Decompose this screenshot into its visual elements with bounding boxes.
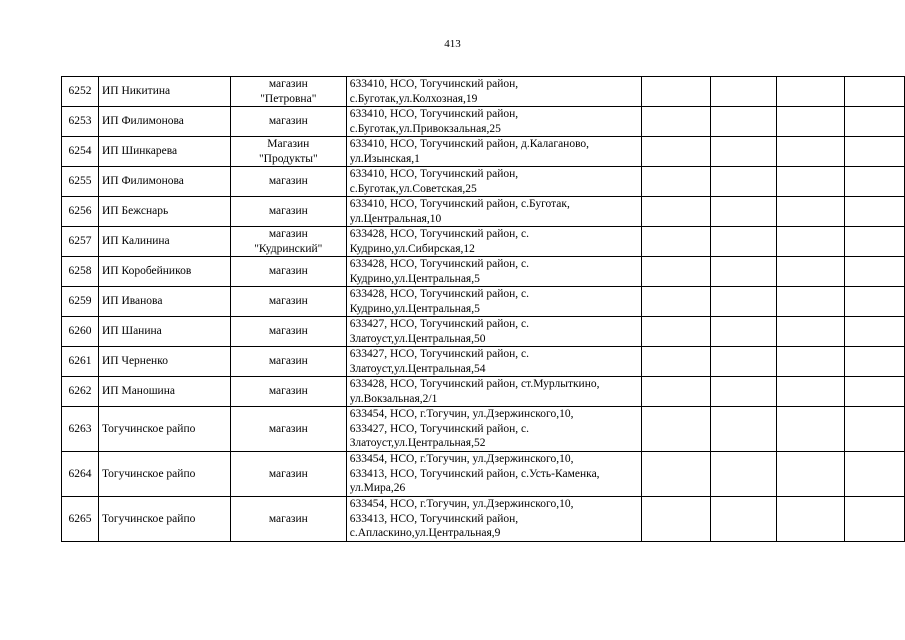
table-row <box>62 167 905 197</box>
organization-cell <box>98 317 230 347</box>
address-cell <box>346 257 642 287</box>
row-number-cell <box>62 497 99 542</box>
address-cell <box>346 497 642 542</box>
empty-cell <box>642 197 711 227</box>
empty-cell <box>777 77 845 107</box>
row-number-cell <box>62 317 99 347</box>
organization-cell <box>98 77 230 107</box>
row-number-cell <box>62 452 99 497</box>
address-cell-text: 633454, НСО, г.Тогучин, ул.Дзержинского,10, 633413, НСО, Тогучинский район, с.Апласкино,ул.Центральная,9 <box>349 498 574 540</box>
table-row <box>62 107 905 137</box>
row-number-cell <box>62 257 99 287</box>
organization-cell-text: ИП Шанина <box>101 325 162 338</box>
table-row <box>62 257 905 287</box>
table-row <box>62 377 905 407</box>
object-type-cell-text: магазин <box>268 325 308 338</box>
object-type-cell <box>230 227 346 257</box>
organization-cell-text: ИП Коробейников <box>101 265 192 278</box>
address-cell <box>346 167 642 197</box>
address-cell-text: 633410, НСО, Тогучинский район, д.Калаганово, ул.Изынская,1 <box>349 138 590 165</box>
row-number-cell-text: 6252 <box>68 85 92 98</box>
organization-cell <box>98 287 230 317</box>
empty-cell <box>845 377 905 407</box>
address-cell <box>346 407 642 452</box>
address-cell <box>346 227 642 257</box>
row-number-cell-text: 6255 <box>68 175 92 188</box>
empty-cell <box>711 137 777 167</box>
object-type-cell <box>230 377 346 407</box>
address-cell-text: 633410, НСО, Тогучинский район, с.Буготак, ул.Центральная,10 <box>349 198 570 225</box>
row-number-cell-text: 6262 <box>68 385 92 398</box>
object-type-cell <box>230 167 346 197</box>
table-row <box>62 287 905 317</box>
address-cell-text: 633410, НСО, Тогучинский район, с.Буготак,ул.Советская,25 <box>349 168 519 195</box>
address-cell <box>346 137 642 167</box>
empty-cell <box>711 347 777 377</box>
empty-cell <box>845 452 905 497</box>
object-type-cell <box>230 137 346 167</box>
empty-cell <box>777 197 845 227</box>
table-row <box>62 407 905 452</box>
organization-cell-text: ИП Маношина <box>101 385 175 398</box>
empty-cell <box>845 257 905 287</box>
address-cell <box>346 77 642 107</box>
empty-cell <box>777 377 845 407</box>
empty-cell <box>711 167 777 197</box>
address-cell-text: 633428, НСО, Тогучинский район, с. Кудрино,ул.Центральная,5 <box>349 288 530 315</box>
empty-cell <box>777 167 845 197</box>
object-type-cell <box>230 77 346 107</box>
object-type-cell-text: магазин <box>268 512 308 525</box>
object-type-cell <box>230 452 346 497</box>
organization-cell <box>98 197 230 227</box>
table-row <box>62 347 905 377</box>
row-number-cell-text: 6261 <box>68 355 92 368</box>
row-number-cell <box>62 107 99 137</box>
row-number-cell <box>62 377 99 407</box>
object-type-cell <box>230 497 346 542</box>
registry-table <box>61 76 905 542</box>
empty-cell <box>711 227 777 257</box>
organization-cell <box>98 107 230 137</box>
row-number-cell <box>62 197 99 227</box>
empty-cell <box>777 497 845 542</box>
empty-cell <box>845 317 905 347</box>
empty-cell <box>845 407 905 452</box>
empty-cell <box>642 377 711 407</box>
empty-cell <box>845 77 905 107</box>
empty-cell <box>711 197 777 227</box>
empty-cell <box>642 347 711 377</box>
object-type-cell-text: магазин <box>268 422 308 435</box>
row-number-cell-text: 6264 <box>68 467 92 480</box>
empty-cell <box>777 347 845 377</box>
empty-cell <box>845 347 905 377</box>
row-number-cell <box>62 227 99 257</box>
page-number: 413 <box>444 38 461 50</box>
organization-cell <box>98 257 230 287</box>
table-row <box>62 77 905 107</box>
empty-cell <box>777 452 845 497</box>
object-type-cell-text: магазин "Кудринский" <box>254 228 323 255</box>
empty-cell <box>642 137 711 167</box>
organization-cell <box>98 407 230 452</box>
empty-cell <box>642 287 711 317</box>
row-number-cell-text: 6265 <box>68 512 92 525</box>
table-row <box>62 452 905 497</box>
empty-cell <box>642 452 711 497</box>
address-cell-text: 633428, НСО, Тогучинский район, ст.Мурлыткино, ул.Вокзальная,2/1 <box>349 378 600 405</box>
empty-cell <box>845 497 905 542</box>
address-cell <box>346 452 642 497</box>
object-type-cell-text: магазин <box>268 295 308 308</box>
address-cell <box>346 377 642 407</box>
address-cell-text: 633410, НСО, Тогучинский район, с.Буготак,ул.Привокзальная,25 <box>349 108 519 135</box>
address-cell-text: 633428, НСО, Тогучинский район, с. Кудрино,ул.Сибирская,12 <box>349 228 530 255</box>
object-type-cell <box>230 347 346 377</box>
row-number-cell-text: 6260 <box>68 325 92 338</box>
organization-cell-text: ИП Черненко <box>101 355 168 368</box>
row-number-cell <box>62 347 99 377</box>
object-type-cell-text: магазин <box>268 355 308 368</box>
empty-cell <box>711 287 777 317</box>
empty-cell <box>642 497 711 542</box>
row-number-cell <box>62 167 99 197</box>
empty-cell <box>777 227 845 257</box>
empty-cell <box>711 77 777 107</box>
address-cell <box>346 107 642 137</box>
empty-cell <box>642 257 711 287</box>
empty-cell <box>845 227 905 257</box>
empty-cell <box>642 227 711 257</box>
row-number-cell-text: 6256 <box>68 205 92 218</box>
organization-cell-text: ИП Филимонова <box>101 115 184 128</box>
empty-cell <box>777 137 845 167</box>
organization-cell-text: ИП Филимонова <box>101 175 184 188</box>
object-type-cell-text: Магазин "Продукты" <box>258 138 318 165</box>
object-type-cell <box>230 197 346 227</box>
row-number-cell <box>62 137 99 167</box>
empty-cell <box>777 107 845 137</box>
organization-cell-text: Тогучинское райпо <box>101 512 196 525</box>
object-type-cell-text: магазин <box>268 115 308 128</box>
empty-cell <box>642 107 711 137</box>
table-row <box>62 317 905 347</box>
address-cell-text: 633427, НСО, Тогучинский район, с. Златоуст,ул.Центральная,50 <box>349 318 530 345</box>
empty-cell <box>642 167 711 197</box>
empty-cell <box>642 407 711 452</box>
address-cell-text: 633427, НСО, Тогучинский район, с. Златоуст,ул.Центральная,54 <box>349 348 530 375</box>
organization-cell <box>98 452 230 497</box>
organization-cell-text: Тогучинское райпо <box>101 467 196 480</box>
organization-cell-text: ИП Калинина <box>101 235 170 248</box>
empty-cell <box>711 407 777 452</box>
object-type-cell <box>230 317 346 347</box>
empty-cell <box>845 197 905 227</box>
table-row <box>62 197 905 227</box>
object-type-cell-text: магазин <box>268 265 308 278</box>
address-cell <box>346 347 642 377</box>
row-number-cell-text: 6253 <box>68 115 92 128</box>
organization-cell-text: Тогучинское райпо <box>101 422 196 435</box>
address-cell-text: 633410, НСО, Тогучинский район, с.Буготак,ул.Колхозная,19 <box>349 78 519 105</box>
object-type-cell-text: магазин <box>268 205 308 218</box>
address-cell <box>346 287 642 317</box>
row-number-cell <box>62 287 99 317</box>
empty-cell <box>711 377 777 407</box>
empty-cell <box>777 317 845 347</box>
object-type-cell <box>230 107 346 137</box>
address-cell-text: 633454, НСО, г.Тогучин, ул.Дзержинского,10, 633413, НСО, Тогучинский район, с.Усть-Каменка, ул.Мира,26 <box>349 453 600 495</box>
empty-cell <box>845 287 905 317</box>
organization-cell-text: ИП Никитина <box>101 85 171 98</box>
row-number-cell-text: 6254 <box>68 145 92 158</box>
address-cell-text: 633454, НСО, г.Тогучин, ул.Дзержинского,10, 633427, НСО, Тогучинский район, с. Златоуст,ул.Центральная,52 <box>349 408 574 450</box>
table-row <box>62 497 905 542</box>
organization-cell <box>98 497 230 542</box>
table-row <box>62 227 905 257</box>
organization-cell <box>98 347 230 377</box>
empty-cell <box>711 317 777 347</box>
empty-cell <box>845 107 905 137</box>
row-number-cell-text: 6259 <box>68 295 92 308</box>
object-type-cell <box>230 407 346 452</box>
row-number-cell-text: 6258 <box>68 265 92 278</box>
organization-cell <box>98 227 230 257</box>
address-cell-text: 633428, НСО, Тогучинский район, с. Кудрино,ул.Центральная,5 <box>349 258 530 285</box>
organization-cell-text: ИП Шинкарева <box>101 145 178 158</box>
empty-cell <box>777 257 845 287</box>
empty-cell <box>777 287 845 317</box>
object-type-cell-text: магазин <box>268 175 308 188</box>
object-type-cell-text: магазин <box>268 385 308 398</box>
object-type-cell <box>230 287 346 317</box>
empty-cell <box>711 452 777 497</box>
organization-cell <box>98 167 230 197</box>
row-number-cell <box>62 77 99 107</box>
empty-cell <box>711 107 777 137</box>
empty-cell <box>777 407 845 452</box>
organization-cell <box>98 137 230 167</box>
empty-cell <box>845 137 905 167</box>
empty-cell <box>845 167 905 197</box>
object-type-cell-text: магазин <box>268 467 308 480</box>
empty-cell <box>642 77 711 107</box>
empty-cell <box>711 497 777 542</box>
address-cell <box>346 197 642 227</box>
object-type-cell <box>230 257 346 287</box>
organization-cell <box>98 377 230 407</box>
empty-cell <box>642 317 711 347</box>
table-row <box>62 137 905 167</box>
row-number-cell-text: 6263 <box>68 422 92 435</box>
row-number-cell <box>62 407 99 452</box>
object-type-cell-text: магазин "Петровна" <box>260 78 317 105</box>
address-cell <box>346 317 642 347</box>
organization-cell-text: ИП Иванова <box>101 295 163 308</box>
row-number-cell-text: 6257 <box>68 235 92 248</box>
empty-cell <box>711 257 777 287</box>
organization-cell-text: ИП Бежснарь <box>101 205 169 218</box>
